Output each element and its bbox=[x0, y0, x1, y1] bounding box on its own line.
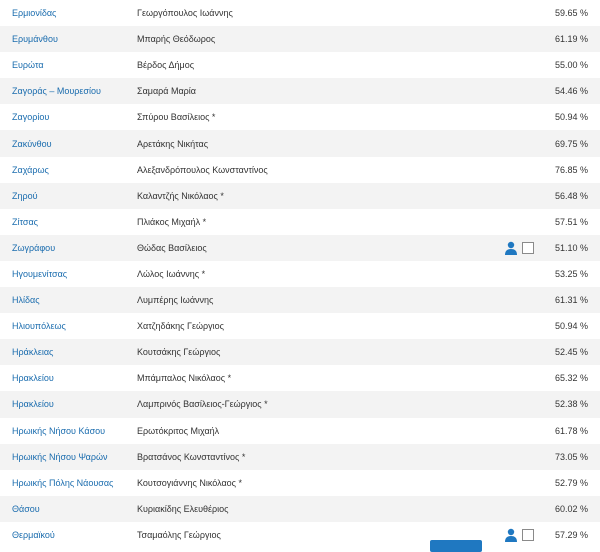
mayor-name: Λώλος Ιωάννης * bbox=[137, 268, 206, 279]
table-row bbox=[0, 470, 600, 496]
municipality-link[interactable]: Ηρακλείου bbox=[12, 373, 54, 384]
mayor-name: Βέρδος Δήμος bbox=[137, 60, 195, 71]
municipality-link[interactable]: Ηρακλείου bbox=[12, 399, 54, 410]
mayor-name: Τσαμαόλης Γεώργιος bbox=[137, 529, 221, 540]
mayor-name: Σπύρου Βασίλειος * bbox=[137, 112, 216, 123]
vote-percentage: 54.46 % bbox=[554, 86, 588, 97]
mayor-name: Σαμαρά Μαρία bbox=[137, 86, 197, 97]
municipality-link[interactable]: Ζαχάρως bbox=[12, 164, 49, 175]
municipality-link[interactable]: Ζακύνθου bbox=[12, 138, 52, 149]
table-row bbox=[0, 261, 600, 287]
municipality-link[interactable]: Ευρώτα bbox=[12, 60, 44, 71]
table-row bbox=[0, 287, 600, 313]
municipality-link[interactable]: Ηλίδας bbox=[12, 295, 40, 306]
municipality-link[interactable]: Θάσου bbox=[12, 503, 40, 514]
table-row bbox=[0, 235, 600, 261]
vote-percentage: 61.19 % bbox=[554, 34, 588, 45]
mayor-name: Καλαντζής Νικόλαος * bbox=[137, 190, 224, 201]
table-row bbox=[0, 209, 600, 235]
vote-percentage: 57.29 % bbox=[554, 529, 588, 540]
vote-percentage: 57.51 % bbox=[554, 216, 588, 227]
table-row bbox=[0, 444, 600, 470]
vote-percentage: 73.05 % bbox=[554, 451, 588, 462]
municipality-link[interactable]: Ζηρού bbox=[12, 190, 38, 201]
select-checkbox[interactable] bbox=[522, 529, 534, 541]
table-row bbox=[0, 496, 600, 522]
table-row bbox=[0, 26, 600, 52]
mayor-name: Αρετάκης Νικήτας bbox=[137, 138, 209, 149]
table-row bbox=[0, 183, 600, 209]
vote-percentage: 60.02 % bbox=[554, 503, 588, 514]
vote-percentage: 61.78 % bbox=[554, 425, 588, 436]
mayor-name: Κουτσάκης Γεώργιος bbox=[137, 347, 221, 358]
mayor-name: Μπάμπαλος Νικόλαος * bbox=[137, 373, 232, 384]
municipality-link[interactable]: Ηρωικής Νήσου Ψαρών bbox=[12, 451, 108, 462]
mayor-name: Λυμπέρης Ιωάννης bbox=[137, 295, 214, 306]
mayor-name: Θώδας Βασίλειος bbox=[137, 242, 207, 253]
table-row bbox=[0, 418, 600, 444]
mayor-name: Κυριακίδης Ελευθέριος bbox=[137, 503, 229, 514]
mayor-name: Αλεξανδρόπουλος Κωνσταντίνος bbox=[137, 164, 268, 175]
row-actions bbox=[504, 241, 534, 255]
bottom-button[interactable] bbox=[430, 540, 482, 552]
vote-percentage: 50.94 % bbox=[554, 321, 588, 332]
table-row bbox=[0, 78, 600, 104]
mayor-name: Κουτσογιάννης Νικόλαος * bbox=[137, 477, 242, 488]
municipality-link[interactable]: Ζαγορίου bbox=[12, 112, 50, 123]
mayor-name: Ερωτόκριτος Μιχαήλ bbox=[137, 425, 220, 436]
municipality-link[interactable]: Ερυμάνθου bbox=[12, 34, 58, 45]
row-actions bbox=[504, 528, 534, 542]
vote-percentage: 50.94 % bbox=[554, 112, 588, 123]
mayor-name: Χατζηδάκης Γεώργιος bbox=[137, 321, 224, 332]
municipality-link[interactable]: Ηρωικής Πόλης Νάουσας bbox=[12, 477, 114, 488]
vote-percentage: 52.38 % bbox=[554, 399, 588, 410]
vote-percentage: 55.00 % bbox=[554, 60, 588, 71]
table-row bbox=[0, 104, 600, 130]
vote-percentage: 51.10 % bbox=[554, 242, 588, 253]
mayor-name: Λαμπρινός Βασίλειος-Γεώργιος * bbox=[137, 399, 268, 410]
vote-percentage: 59.65 % bbox=[554, 8, 588, 19]
table-row bbox=[0, 522, 600, 548]
user-icon[interactable] bbox=[504, 241, 518, 255]
municipality-link[interactable]: Ζαγοράς – Μουρεσίου bbox=[12, 86, 101, 97]
table-row bbox=[0, 130, 600, 156]
mayor-name: Μπαρής Θεόδωρος bbox=[137, 34, 216, 45]
table-row bbox=[0, 391, 600, 417]
user-icon[interactable] bbox=[504, 528, 518, 542]
mayor-name: Πλιάκος Μιχαήλ * bbox=[137, 216, 207, 227]
vote-percentage: 61.31 % bbox=[554, 295, 588, 306]
vote-percentage: 76.85 % bbox=[554, 164, 588, 175]
vote-percentage: 52.79 % bbox=[554, 477, 588, 488]
municipality-link[interactable]: Ερμιονίδας bbox=[12, 8, 57, 19]
vote-percentage: 53.25 % bbox=[554, 268, 588, 279]
municipality-link[interactable]: Θερμαϊκού bbox=[12, 529, 55, 540]
municipality-link[interactable]: Ζίτσας bbox=[12, 216, 39, 227]
table-row bbox=[0, 52, 600, 78]
mayor-name: Βρατσάνος Κωνσταντίνος * bbox=[137, 451, 246, 462]
table-row bbox=[0, 157, 600, 183]
vote-percentage: 69.75 % bbox=[554, 138, 588, 149]
table-row bbox=[0, 365, 600, 391]
municipality-link[interactable]: Ηλιουπόλεως bbox=[12, 321, 66, 332]
mayor-name: Γεωργόπουλος Ιωάννης bbox=[137, 8, 233, 19]
municipality-link[interactable]: Ηγουμενίτσας bbox=[12, 268, 68, 279]
municipality-link[interactable]: Ηρωικής Νήσου Κάσου bbox=[12, 425, 106, 436]
vote-percentage: 65.32 % bbox=[554, 373, 588, 384]
municipality-link[interactable]: Ζωγράφου bbox=[12, 242, 56, 253]
select-checkbox[interactable] bbox=[522, 242, 534, 254]
vote-percentage: 52.45 % bbox=[554, 347, 588, 358]
vote-percentage: 56.48 % bbox=[554, 190, 588, 201]
table-row bbox=[0, 313, 600, 339]
municipality-link[interactable]: Ηράκλειας bbox=[12, 347, 54, 358]
table-row bbox=[0, 339, 600, 365]
table-row bbox=[0, 0, 600, 26]
